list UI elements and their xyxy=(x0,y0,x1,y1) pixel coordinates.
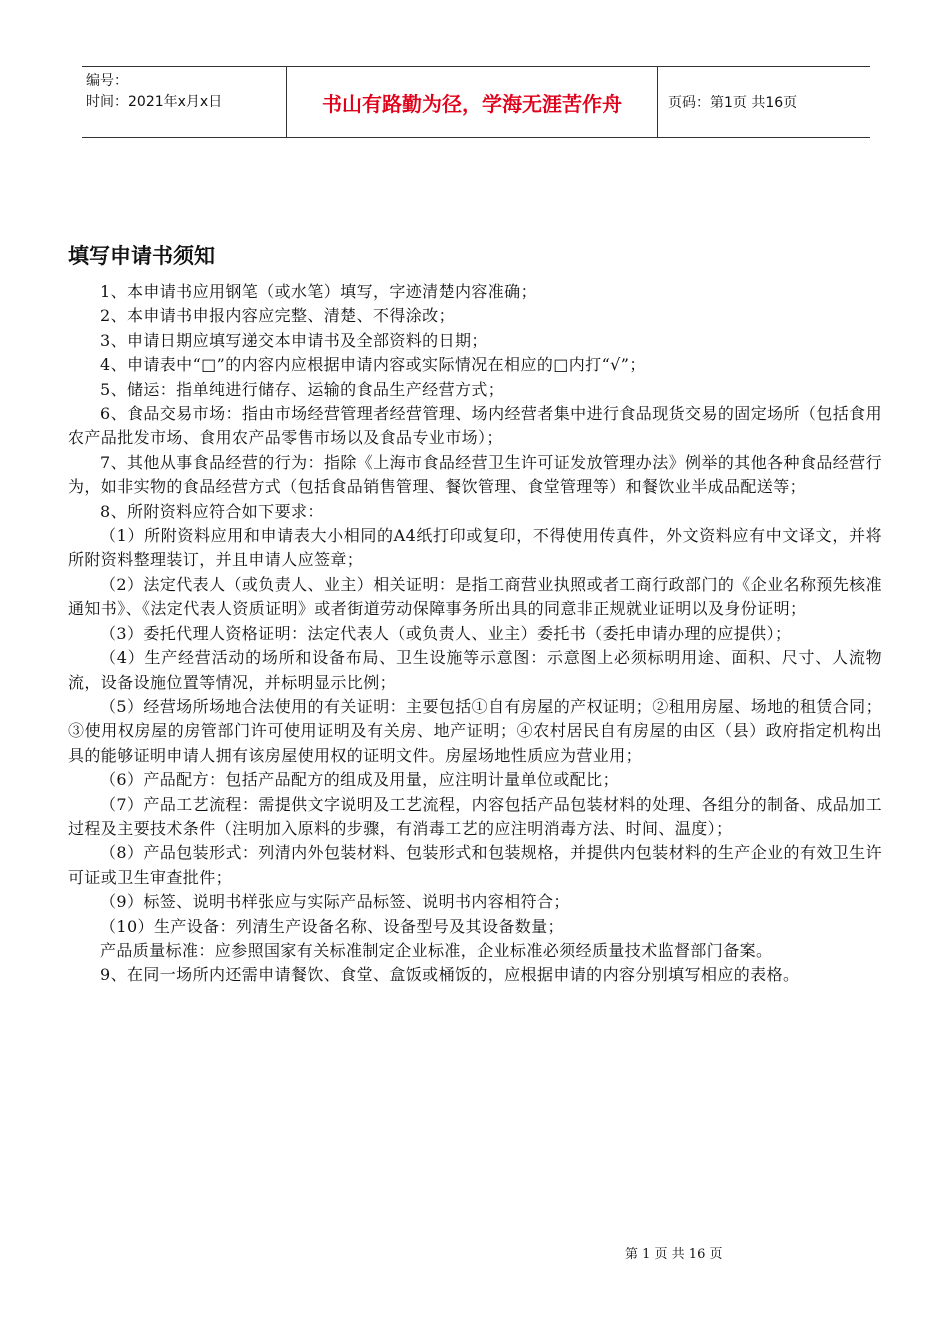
paragraph: （10）生产设备：列清生产设备名称、设备型号及其设备数量； xyxy=(100,916,564,936)
paragraph: 8、所附资料应符合如下要求： xyxy=(100,501,324,521)
paragraph: 7、其他从事食品经营的行为：指除《上海市食品经营卫生许可证发放管理办法》例举的其他各种食品经营行为，如非实物的食品经营方式（包括食品销售管理、餐饮管理、食堂管理等）和餐饮业半成品配送等； xyxy=(68,452,882,497)
paragraph: 9、在同一场所内还需申请餐饮、食堂、盒饭或桶饭的，应根据申请的内容分别填写相应的表格。 xyxy=(100,965,800,985)
header-meta xyxy=(82,67,286,137)
number-label: 编号： xyxy=(86,73,128,89)
time-label: 时间：2021年x月x日 xyxy=(86,94,223,110)
paragraph: （1）所附资料应用和申请表大小相同的A4纸打印或复印，不得使用传真件，外文资料应有中文译文，并将所附资料整理装订，并且申请人应签章； xyxy=(68,526,882,570)
paragraph: （6）产品配方：包括产品配方的组成及用量，应注明计量单位或配比； xyxy=(100,770,619,790)
paragraph: 3、申请日期应填写递交本申请书及全部资料的日期； xyxy=(100,330,488,350)
header-page-info: 页码：第1页 共16页 xyxy=(668,95,798,111)
page-footer: 第 1 页 共 16 页 xyxy=(625,1247,723,1262)
paragraph: 6、食品交易市场：指由市场经营管理者经营管理、场内经营者集中进行食品现货交易的固定场所（包括食用农产品批发市场、食用农产品零售市场以及食品专业市场）； xyxy=(68,404,882,448)
paragraph: （9）标签、说明书样张应与实际产品标签、说明书内容相符合； xyxy=(100,892,570,912)
instructions-body xyxy=(68,280,882,988)
document-title: 填写申请书须知 xyxy=(68,244,215,268)
paragraph: 4、申请表中“□”的内容内应根据申请内容或实际情况在相应的□内打“√”； xyxy=(100,355,646,375)
paragraph: （7）产品工艺流程：需提供文字说明及工艺流程，内容包括产品包装材料的处理、各组分的制备、成品加工过程及主要技术条件（注明加入原料的步骤，有消毒工艺的应注明消毒方法、时间、温度）； xyxy=(68,794,882,838)
paragraph: 产品质量标准：应参照国家有关标准制定企业标准，企业标准必须经质量技术监督部门备案。 xyxy=(100,940,773,960)
paragraph: （3）委托代理人资格证明：法定代表人（或负责人、业主）委托书（委托申请办理的应提供）； xyxy=(100,623,792,643)
paragraph: （4）生产经营活动的场所和设备布局、卫生设施等示意图：示意图上必须标明用途、面积、尺寸、人流物流，设备设施位置等情况，并标明显示比例； xyxy=(68,648,882,692)
paragraph: （2）法定代表人（或负责人、业主）相关证明：是指工商营业执照或者工商行政部门的《企业名称预先核准通知书》、《法定代表人资质证明》或者街道劳动保障事务所出具的同意非正规就业证明以及身份证明； xyxy=(68,574,882,619)
paragraph: 1、本申请书应用钢笔（或水笔）填写，字迹清楚内容准确； xyxy=(100,282,537,301)
header-motto: 书山有路勤为径，学海无涯苦作舟 xyxy=(286,67,658,137)
paragraph: 5、储运：指单纯进行储存、运输的食品生产经营方式； xyxy=(100,379,505,399)
page-header xyxy=(82,66,870,138)
paragraph: 2、本申请书申报内容应完整、清楚、不得涂改； xyxy=(100,306,455,326)
paragraph: （5）经营场所场地合法使用的有关证明：主要包括①自有房屋的产权证明；②租用房屋、场地的租赁合同；③使用权房屋的房管部门许可使用证明及有关房、地产证明；④农村居民自有房屋的由区（县）政府指定机构出具的能够证明申请人拥有该房屋使用权的证明文件。房屋场地性质应为营业用； xyxy=(68,696,882,765)
paragraph: （8）产品包装形式：列清内外包装材料、包装形式和包装规格，并提供内包装材料的生产企业的有效卫生许可证或卫生审查批件； xyxy=(68,843,882,887)
